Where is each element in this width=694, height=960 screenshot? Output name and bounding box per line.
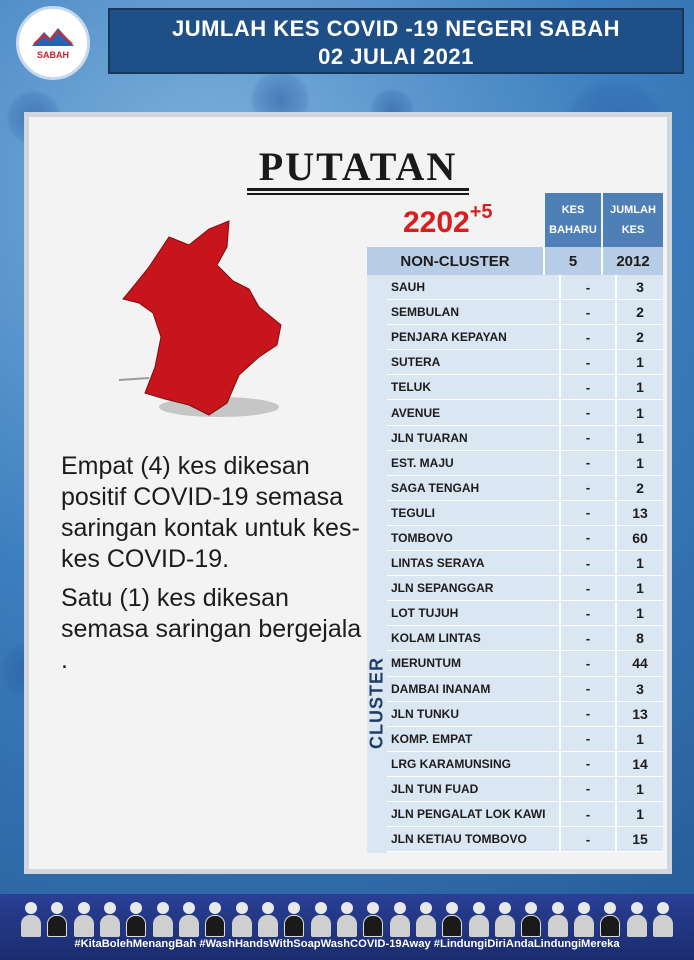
new-cases: +5 xyxy=(469,201,493,223)
cluster-new-cases: - xyxy=(561,752,617,776)
cluster-name: AVENUE xyxy=(387,400,561,424)
cluster-new-cases: - xyxy=(561,476,617,500)
person-icon xyxy=(599,898,621,938)
person-icon xyxy=(441,898,463,938)
person-icon xyxy=(415,898,437,938)
cluster-name: SAGA TENGAH xyxy=(387,476,561,500)
person-icon xyxy=(283,898,305,938)
table-row xyxy=(387,526,663,551)
cluster-total-cases: 1 xyxy=(617,551,663,575)
non-cluster-label: NON-CLUSTER xyxy=(367,247,545,275)
table-row xyxy=(387,501,663,526)
cluster-new-cases: - xyxy=(561,375,617,399)
cluster-total-cases: 15 xyxy=(617,827,663,851)
cluster-name: TOMBOVO xyxy=(387,526,561,550)
person-icon xyxy=(468,898,490,938)
cluster-table xyxy=(387,275,663,852)
cluster-name: SAUH xyxy=(387,275,561,299)
district-map xyxy=(109,207,299,427)
cluster-total-cases: 13 xyxy=(617,702,663,726)
cluster-new-cases: - xyxy=(561,275,617,299)
person-icon xyxy=(125,898,147,938)
person-icon xyxy=(494,898,516,938)
frontliner-figures xyxy=(20,898,674,938)
cluster-name: LRG KARAMUNSING xyxy=(387,752,561,776)
person-icon xyxy=(626,898,648,938)
cluster-name: LOT TUJUH xyxy=(387,601,561,625)
cluster-new-cases: - xyxy=(561,325,617,349)
mountain-icon xyxy=(30,26,76,48)
person-icon xyxy=(520,898,542,938)
table-row xyxy=(387,325,663,350)
non-cluster-total: 2012 xyxy=(616,252,650,270)
cluster-new-cases: - xyxy=(561,702,617,726)
table-row xyxy=(387,651,663,676)
cluster-new-cases: - xyxy=(561,677,617,701)
cluster-total-cases: 1 xyxy=(617,350,663,374)
cluster-name: JLN PENGALAT LOK KAWI xyxy=(387,802,561,826)
person-icon xyxy=(178,898,200,938)
table-row xyxy=(387,350,663,375)
sabah-health-logo xyxy=(16,6,90,80)
table-row xyxy=(387,677,663,702)
description-paragraph: Empat (4) kes dikesan positif COVID-19 semasa saringan kontak untuk kes-kes COVID-19. xyxy=(61,452,360,573)
cluster-new-cases: - xyxy=(561,451,617,475)
table-row xyxy=(387,400,663,425)
person-icon xyxy=(336,898,358,938)
cluster-new-cases: - xyxy=(561,350,617,374)
cluster-name: JLN TUN FUAD xyxy=(387,777,561,801)
cluster-total-cases: 2 xyxy=(617,325,663,349)
cluster-name: DAMBAI INANAM xyxy=(387,677,561,701)
person-icon xyxy=(20,898,42,938)
table-row xyxy=(387,375,663,400)
cluster-total-cases: 1 xyxy=(617,451,663,475)
district-total xyxy=(403,201,493,240)
cluster-new-cases: - xyxy=(561,426,617,450)
cluster-total-cases: 1 xyxy=(617,802,663,826)
col-header-total-label: JUMLAH KES xyxy=(610,204,656,236)
cluster-new-cases: - xyxy=(561,576,617,600)
cluster-total-cases: 44 xyxy=(617,651,663,675)
table-row xyxy=(387,777,663,802)
page-header xyxy=(108,8,684,74)
table-row xyxy=(387,727,663,752)
col-header-total xyxy=(603,193,663,247)
cluster-total-cases: 1 xyxy=(617,601,663,625)
cluster-new-cases: - xyxy=(561,601,617,625)
cluster-name: PENJARA KEPAYAN xyxy=(387,325,561,349)
report-date: 02 JULAI 2021 xyxy=(318,44,474,69)
cluster-new-cases: - xyxy=(561,827,617,851)
person-icon xyxy=(99,898,121,938)
cluster-new-cases: - xyxy=(561,501,617,525)
cluster-name: KOMP. EMPAT xyxy=(387,727,561,751)
table-row xyxy=(387,752,663,777)
table-row xyxy=(387,551,663,576)
cluster-total-cases: 1 xyxy=(617,400,663,424)
person-icon xyxy=(231,898,253,938)
cluster-name: SEMBULAN xyxy=(387,300,561,324)
cluster-name: KOLAM LINTAS xyxy=(387,626,561,650)
non-cluster-new: 5 xyxy=(545,247,603,275)
cluster-total-cases: 14 xyxy=(617,752,663,776)
cluster-new-cases: - xyxy=(561,802,617,826)
person-icon xyxy=(547,898,569,938)
table-row xyxy=(387,626,663,651)
cluster-total-cases: 1 xyxy=(617,727,663,751)
cluster-name: JLN TUARAN xyxy=(387,426,561,450)
footer-banner xyxy=(0,894,694,960)
table-row xyxy=(387,300,663,325)
cluster-name: JLN KETIAU TOMBOVO xyxy=(387,827,561,851)
table-row xyxy=(387,426,663,451)
footer-hashtags: #KitaBolehMenangBah #WashHandsWithSoapWashCOVID-19Away #LindungiDiriAndaLindungiMereka xyxy=(74,938,620,950)
person-icon xyxy=(389,898,411,938)
cluster-total-cases: 13 xyxy=(617,501,663,525)
person-icon xyxy=(73,898,95,938)
cluster-total-cases: 1 xyxy=(617,426,663,450)
description xyxy=(61,451,371,684)
cluster-total-cases: 3 xyxy=(617,677,663,701)
total-cases: 2202 xyxy=(403,206,470,239)
cluster-new-cases: - xyxy=(561,400,617,424)
logo-text: SABAH xyxy=(36,50,69,60)
person-icon xyxy=(573,898,595,938)
cluster-name: LINTAS SERAYA xyxy=(387,551,561,575)
table-row xyxy=(387,275,663,300)
cluster-label-text: CLUSTER xyxy=(366,656,387,749)
cluster-total-cases: 2 xyxy=(617,476,663,500)
page-title: JUMLAH KES COVID -19 NEGERI SABAH xyxy=(171,16,620,41)
description-paragraph: Satu (1) kes dikesan semasa saringan bergejala . xyxy=(61,584,362,674)
person-icon xyxy=(152,898,174,938)
cluster-total-cases: 3 xyxy=(617,275,663,299)
cluster-name: JLN SEPANGGAR xyxy=(387,576,561,600)
table-row xyxy=(387,702,663,727)
cluster-name: TELUK xyxy=(387,375,561,399)
cluster-new-cases: - xyxy=(561,727,617,751)
cluster-side-label xyxy=(367,275,387,853)
table-row xyxy=(387,601,663,626)
col-header-new-label: KES BAHARU xyxy=(549,204,597,236)
cluster-total-cases: 60 xyxy=(617,526,663,550)
person-icon xyxy=(310,898,332,938)
person-icon xyxy=(652,898,674,938)
table-row xyxy=(387,802,663,827)
person-icon xyxy=(204,898,226,938)
table-row xyxy=(387,576,663,601)
cluster-name: MERUNTUM xyxy=(387,651,561,675)
cluster-name: SUTERA xyxy=(387,350,561,374)
cluster-total-cases: 1 xyxy=(617,777,663,801)
cluster-new-cases: - xyxy=(561,300,617,324)
person-icon xyxy=(46,898,68,938)
cluster-total-cases: 1 xyxy=(617,576,663,600)
table-row xyxy=(387,451,663,476)
cluster-name: TEGULI xyxy=(387,501,561,525)
table-row xyxy=(387,476,663,501)
person-icon xyxy=(362,898,384,938)
cluster-total-cases: 1 xyxy=(617,375,663,399)
report-panel xyxy=(24,112,672,874)
col-header-new xyxy=(545,193,601,247)
cluster-name: EST. MAJU xyxy=(387,451,561,475)
cluster-new-cases: - xyxy=(561,626,617,650)
table-row xyxy=(387,827,663,852)
cluster-total-cases: 8 xyxy=(617,626,663,650)
cluster-new-cases: - xyxy=(561,551,617,575)
district-name: PUTATAN xyxy=(247,147,469,191)
cluster-new-cases: - xyxy=(561,651,617,675)
cluster-new-cases: - xyxy=(561,526,617,550)
person-icon xyxy=(257,898,279,938)
cluster-new-cases: - xyxy=(561,777,617,801)
non-cluster-row xyxy=(367,247,663,275)
cluster-total-cases: 2 xyxy=(617,300,663,324)
cluster-name: JLN TUNKU xyxy=(387,702,561,726)
